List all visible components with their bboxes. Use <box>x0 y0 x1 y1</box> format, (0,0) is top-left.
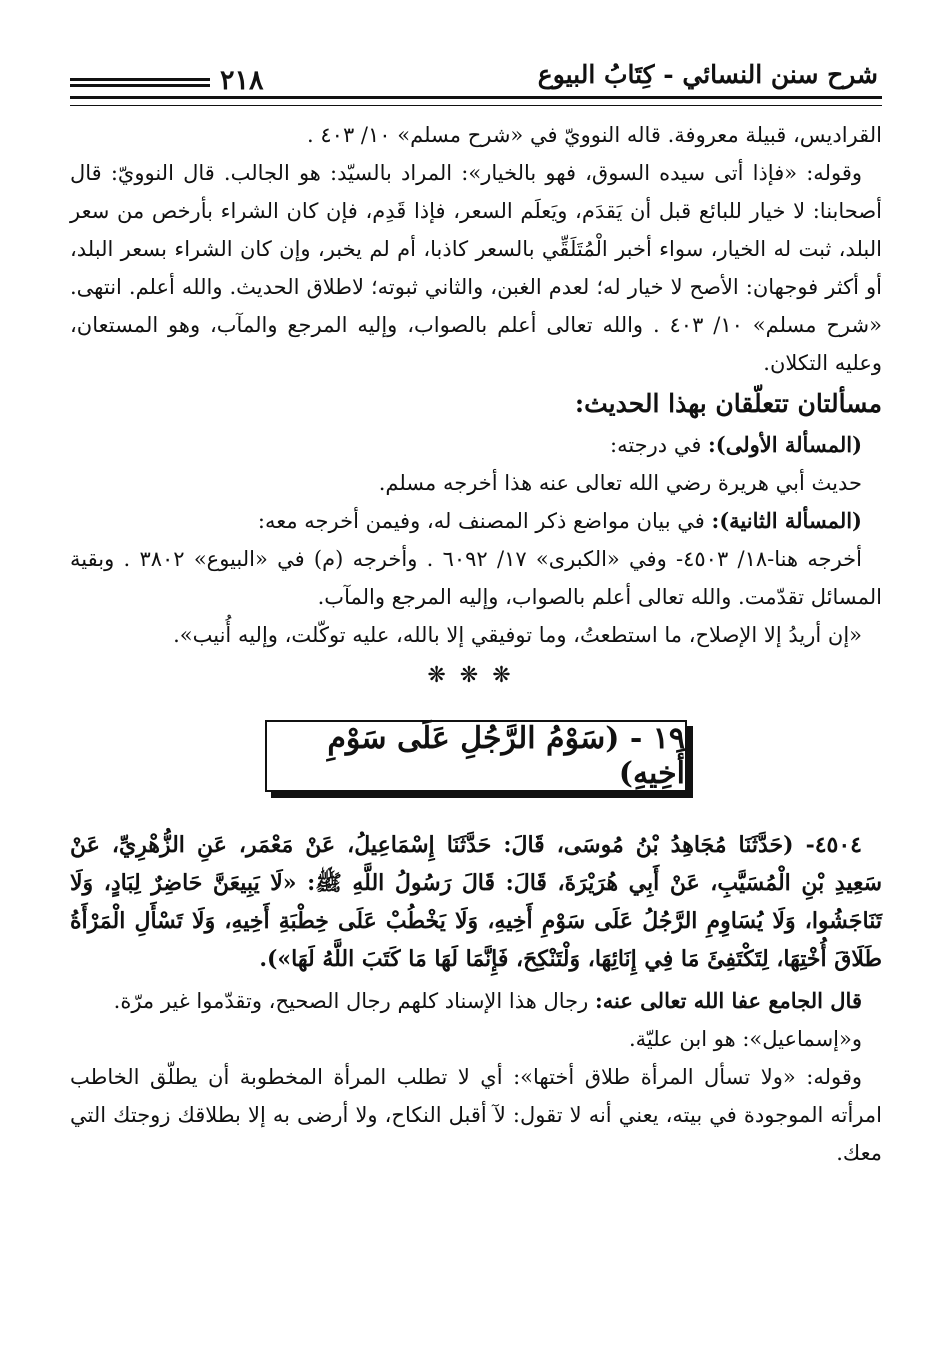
jami-label: قال الجامع عفا الله تعالى عنه: <box>594 988 862 1013</box>
ismail-note: و«إسماعيل»: هو ابن عليّة. <box>628 1027 862 1051</box>
chapter-title: ١٩ - (سَوْمُ الرَّجُلِ عَلَى سَوْمِ أَخِيهِ) <box>327 721 685 791</box>
question-2-text: في بيان مواضع ذكر المصنف له، وفيمن أخرجه معه: <box>257 509 712 533</box>
question-2-line <box>70 502 882 540</box>
question-1-text: في درجته: <box>610 433 709 457</box>
closing-quote: «إن أريدُ إلا الإصلاح، ما استطعتُ، وما توفيقي إلا بالله، عليه توكّلت، وإليه أُنيب». <box>173 623 862 647</box>
question-2-label: (المسألة الثانية): <box>711 508 862 533</box>
question-1-label: (المسألة الأولى): <box>708 432 862 457</box>
page-header <box>70 58 882 102</box>
section-heading: مسألتان تتعلّقان بهذا الحديث: <box>574 389 882 418</box>
running-title: شرح سنن النسائي - كِتَابُ البيوع <box>537 60 878 89</box>
header-ornament-lines <box>70 78 210 92</box>
section-separator: ❋❋❋ <box>427 663 525 688</box>
header-rule <box>70 96 882 106</box>
question-1-line <box>70 426 882 464</box>
page-number: ٢١٨ <box>220 65 264 96</box>
chapter-box-wrapper <box>70 720 882 792</box>
jami-text: رجال هذا الإسناد كلهم رجال الصحيح، وتقدّموا غير مرّة. <box>113 989 595 1013</box>
question-1-body: حديث أبي هريرة رضي الله تعالى عنه هذا أخرجه مسلم. <box>378 471 862 495</box>
paragraph-nawawi-commentary: وقوله: «فإذا أتى سيده السوق، فهو بالخيار»: المراد بالسيّد: هو الجالب. قال النوويّ: قال أصحابنا: لا خيار للبائع قبل أن يَقدَم، ويَعلَم السعر، فإذا قَدِم، فإن كان الشراء بأرخص من سعر البلد، ثبت له الخيار، سواء أخبر الْمُتَلَقِّي بالسعر كاذبا، أم لم يخبر، وإن كان الشراء بسعر البلد، أو أكثر فوجهان: الأصح لا خيار له؛ لعدم الغبن، والثاني ثبوته؛ لاطلاق الحديث. والله أعلم. انتهى. «شرح مسلم» ١٠/ ٤٠٣ . والله تعالى أعلم بالصواب، وإليه المرجع والمآب، وهو المستعان، وعليه التكلان. <box>70 161 882 375</box>
chapter-title-box <box>265 720 687 792</box>
jami-paragraph <box>70 982 882 1020</box>
final-paragraph: وقوله: «ولا تسأل المرأة طلاق أختها»: أي لا تطلب المرأة المخطوبة أن يطلّق الخاطب امرأته الموجودة في بيته، يعني أنه لا تقول: لآ أقبل النكاح، ولا أرضى به إلا بطلاقك زوجتك التي معك. <box>70 1065 882 1165</box>
paragraph-qaradis: القراديس، قبيلة معروفة. قاله النوويّ في «شرح مسلم» ١٠/ ٤٠٣ . <box>307 123 882 147</box>
hadith-text: ٤٥٠٤- (حَدَّثَنَا مُجَاهِدُ بْنُ مُوسَى، قَالَ: حَدَّثَنَا إِسْمَاعِيلُ، عَنْ مَعْمَر، عَنِ الزُّهْرِيِّ، عَنْ سَعِيدِ بْنِ الْمُسَيَّبِ، عَنْ أَبِي هُرَيْرَةَ، قَالَ: قَالَ رَسُولُ اللَّهِ ﷺ: «لَا يَبِيعَنَّ حَاضِرٌ لِبَادٍ، وَلَا تَنَاجَشُوا، وَلَا يُسَاوِمِ الرَّجُلُ عَلَى سَوْمِ أَخِيهِ، وَلَا يَخْطُبْ عَلَى خِطْبَةِ أَخِيهِ، وَلَا تَسْأَلِ الْمَرْأَةُ طَلَاقَ أُخْتِهَا، لِتَكْتَفِئَ مَا فِي إِنَائِهَا، وَلْتَنْكِحَ، فَإِنَّمَا لَهَا مَا كَتَبَ اللَّهُ لَهَا»). <box>70 832 882 972</box>
book-page <box>70 58 882 1172</box>
question-2-body: أخرجه هنا-١٨/ ٤٥٠٣- وفي «الكبرى» ١٧/ ٦٠٩٢ . وأخرجه (م) في «البيوع» ٣٨٠٢ . وبقية المسائل تقدّمت. والله تعالى أعلم بالصواب، وإليه المرجع والمآب. <box>70 547 882 609</box>
